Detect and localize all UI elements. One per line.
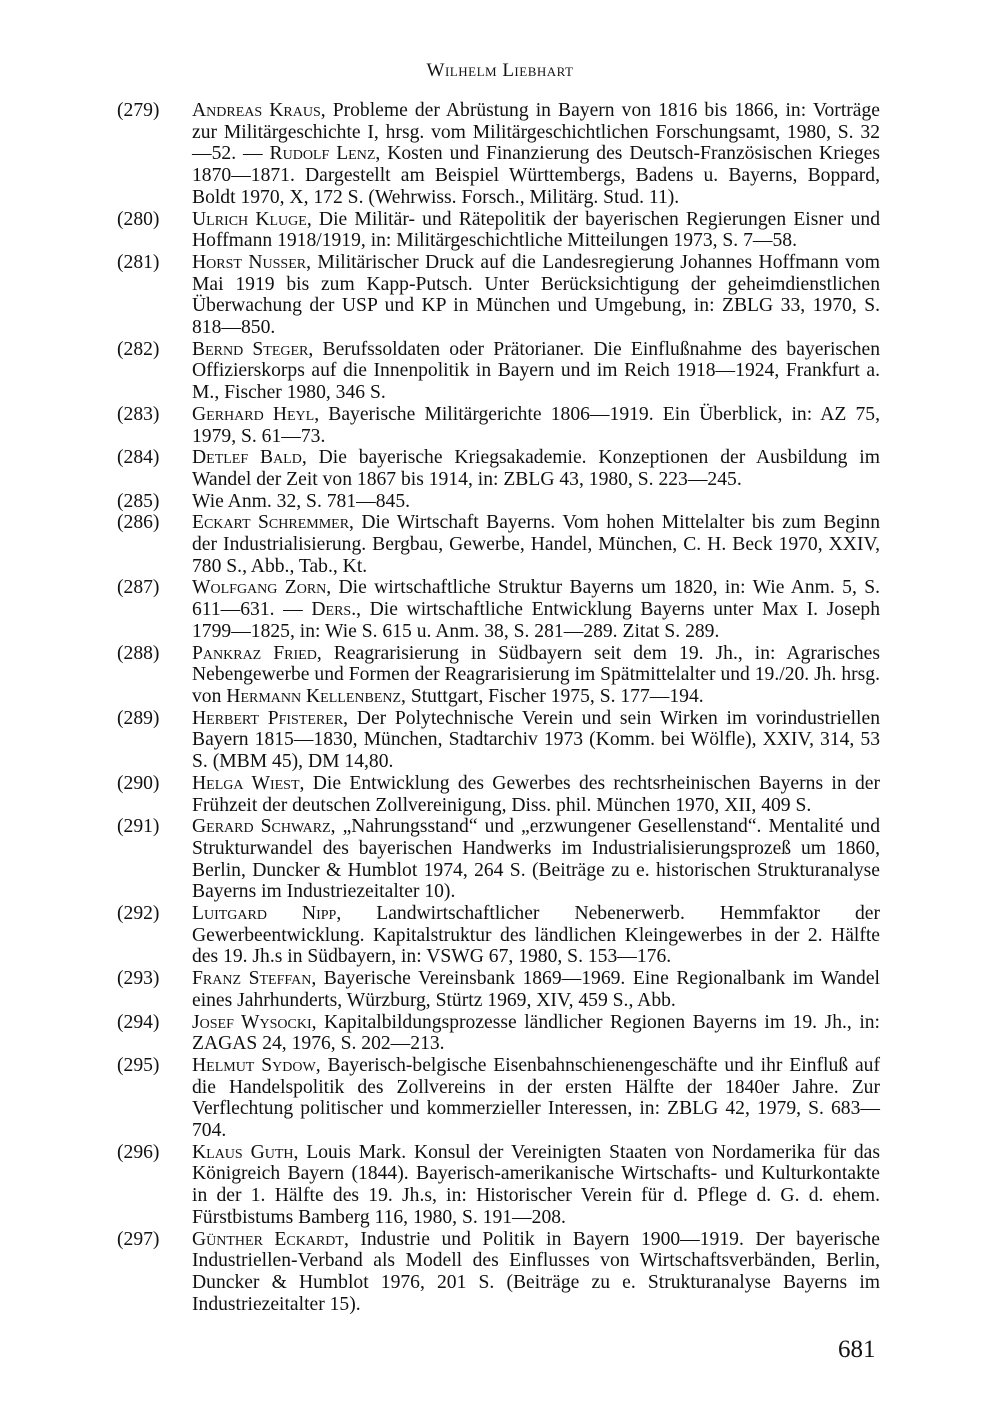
author-name: Günther Eckardt <box>192 1228 344 1250</box>
author-name: Eckart Schremmer <box>192 512 350 534</box>
footnote-number: (286) <box>117 512 160 534</box>
author-name: Bernd Steger <box>192 338 309 360</box>
citation-text: , Bayerisch-belgische Eisenbahnschienengeschäfte und ihr Einfluß auf die Handelspolitik des Zollvereins in der ersten Hälfte der 1840er Jahre. Zur Verflechtung politischer und kommerzieller Interessen, in: ZBLG 42, 1979, S. 683—704. <box>192 1054 880 1142</box>
author-name: Gerard Schwarz <box>192 816 331 838</box>
page-number: 681 <box>838 1336 876 1363</box>
author-name: Hermann Kellenbenz <box>226 685 402 707</box>
citation-text: Wie Anm. 32, S. 781—845. <box>192 490 411 512</box>
footnote-entry <box>117 1055 880 1142</box>
footnote-entry <box>117 491 880 513</box>
citation-text: , Kapitalbildungsprozesse ländlicher Regionen Bayerns im 19. Jh., in: ZAGAS 24, 1976, S. 202—213. <box>192 1011 881 1055</box>
footnote-entry <box>117 1012 880 1055</box>
footnote-number: (285) <box>117 490 160 512</box>
footnote-entry <box>117 512 880 577</box>
footnote-number: (284) <box>117 447 160 469</box>
footnote-number: (296) <box>117 1141 160 1163</box>
footnote-number: (291) <box>117 816 160 838</box>
footnote-entry <box>117 968 880 1011</box>
footnote-number: (295) <box>117 1054 160 1076</box>
footnote-entry <box>117 209 880 252</box>
citation-text: , Die bayerische Kriegsakademie. Konzeptionen der Ausbildung im Wandel der Zeit von 1867 bis 1914, in: ZBLG 43, 1980, S. 223—245. <box>192 447 880 490</box>
footnote-entry <box>117 339 880 404</box>
author-name: Franz Steffan <box>192 968 312 990</box>
footnote-number: (292) <box>117 903 160 925</box>
footnote-number: (282) <box>117 338 160 360</box>
citation-text: , Stuttgart, Fischer 1975, S. 177—194. <box>401 685 704 707</box>
footnote-number: (294) <box>117 1011 160 1033</box>
author-name: Ulrich Kluge <box>192 208 307 230</box>
author-name: Ders. <box>311 599 357 621</box>
footnote-number: (281) <box>117 251 160 273</box>
author-name: Andreas Kraus <box>192 100 321 121</box>
footnote-entry <box>117 1142 880 1229</box>
author-name: Herbert Pfisterer <box>192 707 344 729</box>
footnote-number: (288) <box>117 642 160 664</box>
author-name: Horst Nusser <box>192 251 307 273</box>
author-name: Helga Wiest <box>192 772 300 794</box>
author-name: Luitgard Nipp <box>192 903 337 925</box>
footnote-number: (297) <box>117 1228 160 1250</box>
citation-text: , Probleme der Abrüstung in Bayern von 1816 bis 1866, in: Vorträge zur Militärgeschichte I, hrsg. vom Militärgeschichtlichen Forschungsamt, 1980, S. 32—52. — <box>192 100 880 165</box>
citation-text: , Die Entwicklung des Gewerbes des rechtsrheinischen Bayerns in der Frühzeit der deutschen Zollvereinigung, Diss. phil. München 1970, XII, 409 S. <box>192 772 880 816</box>
citation-text: , Die wirtschaftliche Struktur Bayerns um 1820, in: Wie Anm. 5, S. 611—631. — <box>192 577 880 621</box>
footnote-entry <box>117 577 880 642</box>
citation-text: , Louis Mark. Konsul der Vereinigten Staaten von Nordamerika für das Königreich Bayern (1844). Bayerisch-amerikanische Wirtschafts- und Kulturkontakte in der 1. Hälfte des 19. Jh.s, in: Historischer Verein für d. Pflege d. G. d. ehem. Fürstbistums Bamberg 116, 1980, S. 191—208. <box>192 1141 880 1228</box>
citation-text: , Militärischer Druck auf die Landesregierung Johannes Hoffmann vom Mai 1919 bis zum Kapp-Putsch. Unter Berücksichtigung der geheimdienstlichen Überwachung der USP und KP in München und Umgebung, in: ZBLG 33, 1970, S. 818—850. <box>192 251 880 339</box>
citation-text: , Berufssoldaten oder Prätorianer. Die Einflußnahme des bayerischen Offizierskorps auf die Innenpolitik in Bayern und im Reich 1918—1924, Frankfurt a. M., Fischer 1980, 346 S. <box>192 338 880 404</box>
author-name: Gerhard Heyl <box>192 403 315 425</box>
footnote-number: (293) <box>117 968 160 990</box>
footnote-entry <box>117 1229 880 1316</box>
citation-text: , Die Wirtschaft Bayerns. Vom hohen Mittelalter bis zum Beginn der Industrialisierung. Bergbau, Gewerbe, Handel, München, C. H. Beck 1970, XXIV, 780 S., Abb., Tab., Kt. <box>192 512 880 577</box>
citation-text: , „Nahrungsstand“ und „erzwungener Gesellenstand“. Mentalité und Strukturwandel des bayerischen Handwerks im Industrialisierungsprozeß um 1860, Berlin, Duncker & Humblot 1974, 264 S. (Beiträge zu e. historischen Strukturanalyse Bayerns im Industriezeitalter 10). <box>192 816 880 903</box>
footnote-list <box>117 100 880 1315</box>
citation-text: , Die wirtschaftliche Entwicklung Bayerns unter Max I. Joseph 1799—1825, in: Wie S. 615 u. Anm. 38, S. 281—289. Zitat S. 289. <box>192 599 880 642</box>
author-name: Klaus Guth <box>192 1141 294 1163</box>
citation-text: , Bayerische Militärgerichte 1806—1919. Ein Überblick, in: AZ 75, 1979, S. 61—73. <box>192 403 880 447</box>
footnote-entry <box>117 447 880 490</box>
citation-text: , Industrie und Politik in Bayern 1900—1919. Der bayerische Industriellen-Verband als Modell des Einflusses von Wirtschaftsverbänden, Berlin, Duncker & Humblot 1976, 201 S. (Beiträge zu e. Strukturanalyse Bayerns im Industriezeitalter 15). <box>192 1228 880 1315</box>
author-name: Pankraz Fried <box>192 642 317 664</box>
running-head: Wilhelm Liebhart <box>426 60 574 81</box>
footnote-entry <box>117 816 880 903</box>
citation-text: , Reagrarisierung in Südbayern seit dem 19. Jh., in: Agrarisches Nebengewerbe und Formen der Reagrarisierung im Spätmittelalter und 19./20. Jh. hrsg. von <box>192 642 880 707</box>
citation-text: , Der Polytechnische Verein und sein Wirken im vorindustriellen Bayern 1815—1830, München, Stadtarchiv 1973 (Komm. bei Wölfle), XXIV, 314, 53 S. (MBM 45), DM 14,80. <box>192 707 880 773</box>
footnote-entry <box>117 903 880 968</box>
citation-text: , Kosten und Finanzierung des Deutsch-Französischen Krieges 1870—1871. Dargestellt am Beispiel Württembergs, Badens u. Bayerns, Boppard, Boldt 1970, X, 172 S. (Wehrwiss. Forsch., Militärg. Stud. 11). <box>192 143 880 208</box>
author-name: Detlef Bald <box>192 447 302 469</box>
footnote-number: (279) <box>117 100 160 121</box>
author-name: Helmut Sydow <box>192 1054 316 1076</box>
footnote-number: (287) <box>117 577 160 599</box>
footnote-entry <box>117 404 880 447</box>
author-name: Josef Wysocki <box>192 1011 312 1033</box>
citation-text: , Die Militär- und Rätepolitik der bayerischen Regierungen Eisner und Hoffmann 1918/1919, in: Militärgeschichtliche Mitteilungen 1973, S. 7—58. <box>192 208 880 252</box>
footnote-number: (280) <box>117 208 160 230</box>
footnote-entry <box>117 773 880 816</box>
footnote-number: (283) <box>117 403 160 425</box>
citation-text: , Bayerische Vereinsbank 1869—1969. Eine Regionalbank im Wandel eines Jahrhunderts, Würzburg, Stürtz 1969, XIV, 459 S., Abb. <box>192 968 880 1011</box>
author-name: Wolfgang Zorn <box>192 577 327 599</box>
citation-text: , Landwirtschaftlicher Nebenerwerb. Hemmfaktor der Gewerbeentwicklung. Kapitalstruktur des ländlichen Kleingewerbes in der 2. Hälfte des 19. Jh.s in Südbayern, in: VSWG 67, 1980, S. 153—176. <box>192 903 880 968</box>
footnote-number: (290) <box>117 772 160 794</box>
footnote-entry <box>117 252 880 339</box>
footnote-entry <box>117 708 880 773</box>
footnote-entry <box>117 100 880 209</box>
author-name: Rudolf Lenz <box>269 143 376 165</box>
footnote-entry <box>117 643 880 708</box>
footnote-number: (289) <box>117 707 160 729</box>
